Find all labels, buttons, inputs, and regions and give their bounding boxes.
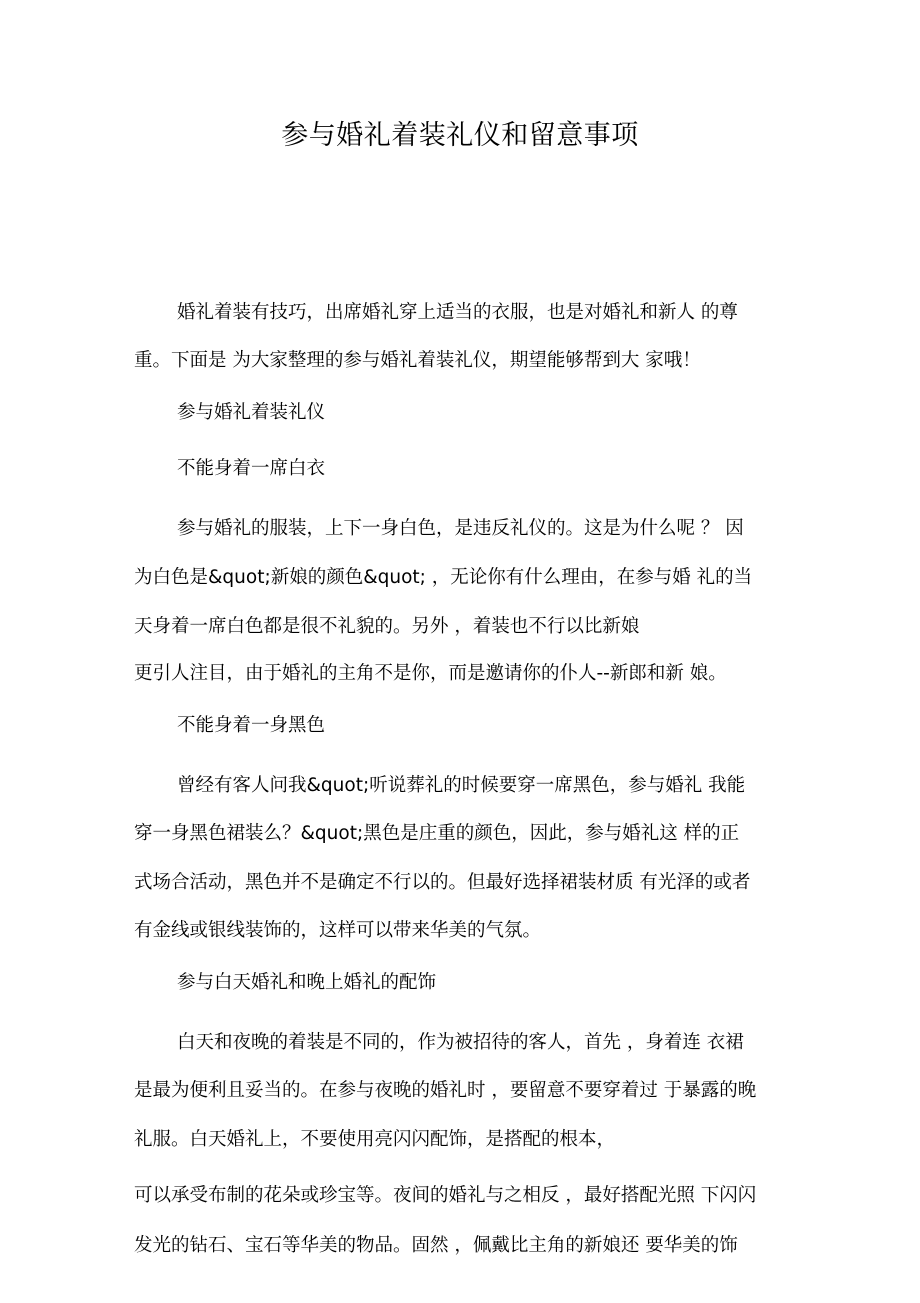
paragraph-line: 参与婚礼的服装，上下一身白色，是违反礼仪的。这是为什么呢 ？ 因 bbox=[177, 518, 744, 539]
paragraph-line: 有金线或银线装饰的，这样可以带来华美的气氛。 bbox=[134, 920, 542, 941]
paragraph-line: 式场合活动，黑色并不是确定不行以的。但最好选择裙装材质 有光泽的或者 bbox=[134, 872, 751, 893]
section-heading: 不能身着一席白衣 bbox=[177, 458, 326, 479]
paragraph-line: 穿一身黑色裙装么？&quot;黑色是庄重的颜色，因此，参与婚礼这 样的正 bbox=[134, 823, 740, 844]
paragraph-line: 婚礼着装有技巧，出席婚礼穿上适当的衣服，也是对婚礼和新人 的尊 bbox=[177, 302, 738, 323]
paragraph-line: 礼服。白天婚礼上，不要使用亮闪闪配饰，是搭配的根本， bbox=[134, 1129, 616, 1150]
section-heading: 参与白天婚礼和晚上婚礼的配饰 bbox=[177, 972, 437, 993]
paragraph-line: 白天和夜晚的着装是不同的，作为被招待的客人，首先 ，身着连 衣裙 bbox=[177, 1032, 744, 1053]
paragraph-line: 可以承受布制的花朵或珍宝等。夜间的婚礼与之相反 ，最好搭配光照 下闪闪 bbox=[134, 1185, 757, 1206]
section-heading: 不能身着一身黑色 bbox=[177, 715, 326, 736]
paragraph-line: 更引人注目，由于婚礼的主角不是你，而是邀请你的仆人--新郎和新 娘。 bbox=[134, 663, 727, 684]
paragraph-line: 发光的钻石、宝石等华美的物品。固然 ，佩戴比主角的新娘还 要华美的饰 bbox=[134, 1235, 738, 1256]
paragraph-line: 是最为便利且妥当的。在参与夜晚的婚礼时 ，要留意不要穿着过 于暴露的晚 bbox=[134, 1080, 757, 1101]
paragraph-line: 天身着一席白色都是很不礼貌的。另外 ，着装也不行以比新娘 bbox=[134, 616, 640, 637]
paragraph-line: 为白色是&quot;新娘的颜色&quot; ，无论你有什么理由，在参与婚 礼的当 bbox=[134, 567, 753, 588]
section-heading: 参与婚礼着装礼仪 bbox=[177, 402, 326, 423]
paragraph-line: 曾经有客人问我&quot;听说葬礼的时候要穿一席黑色，参与婚礼 我能 bbox=[177, 775, 746, 796]
document-title: 参与婚礼着装礼仪和留意事项 bbox=[281, 120, 639, 151]
paragraph-line: 重。下面是 为大家整理的参与婚礼着装礼仪，期望能够帮到大 家哦！ bbox=[134, 350, 701, 371]
